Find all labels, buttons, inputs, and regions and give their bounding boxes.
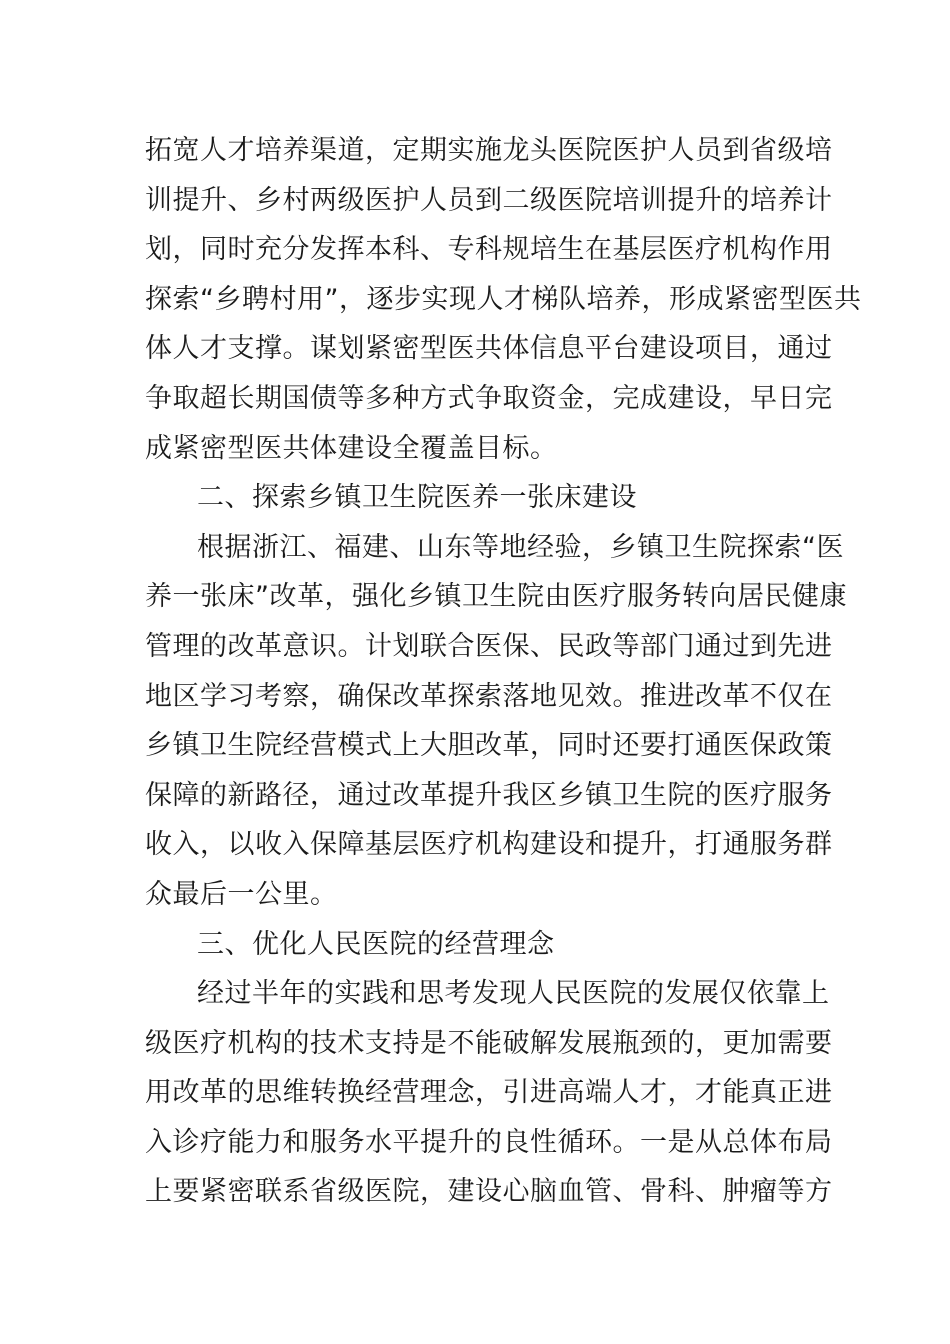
text-line: 众最后一公里。 (145, 878, 338, 910)
document-body (145, 126, 862, 1217)
text-line: 根据浙江、福建、山东等地经验，乡镇卫生院探索“医 (197, 531, 844, 563)
text-line: 管理的改革意识。计划联合医保、民政等部门通过到先进 (145, 630, 833, 662)
text-line: 探索“乡聘村用”，逐步实现人才梯队培养，形成紧密型医共 (145, 283, 862, 315)
text-line: 入诊疗能力和服务水平提升的良性循环。一是从总体布局 (145, 1126, 833, 1158)
text-line: 拓宽人才培养渠道，定期实施龙头医院医护人员到省级培 (145, 135, 833, 166)
text-line: 级医疗机构的技术支持是不能破解发展瓶颈的，更加需要 (145, 1027, 833, 1059)
text-line: 争取超长期国债等多种方式争取资金，完成建设，早日完 (145, 382, 833, 414)
text-line: 用改革的思维转换经营理念，引进高端人才，才能真正进 (145, 1077, 833, 1109)
text-line: 划，同时充分发挥本科、专科规培生在基层医疗机构作用 (145, 234, 833, 266)
text-line: 保障的新路径，通过改革提升我区乡镇卫生院的医疗服务 (145, 779, 833, 811)
text-line: 地区学习考察，确保改革探索落地见效。推进改革不仅在 (145, 680, 833, 712)
text-line: 训提升、乡村两级医护人员到二级医院培训提升的培养计 (145, 184, 833, 216)
text-line: 收入，以收入保障基层医疗机构建设和提升，打通服务群 (145, 829, 833, 861)
section-heading: 二、探索乡镇卫生院医养一张床建设 (197, 482, 637, 514)
text-line: 经过半年的实践和思考发现人民医院的发展仅依靠上 (197, 978, 830, 1010)
text-line: 上要紧密联系省级医院，建设心脑血管、骨科、肿瘤等方 (145, 1176, 833, 1208)
section-heading: 三、优化人民医院的经营理念 (197, 928, 555, 960)
text-line: 乡镇卫生院经营模式上大胆改革，同时还要打通医保政策 (145, 730, 833, 762)
text-line: 养一张床”改革，强化乡镇卫生院由医疗服务转向居民健康 (145, 581, 847, 613)
text-line: 成紧密型医共体建设全覆盖目标。 (145, 432, 558, 464)
text-line: 体人才支撑。谋划紧密型医共体信息平台建设项目，通过 (145, 333, 833, 365)
